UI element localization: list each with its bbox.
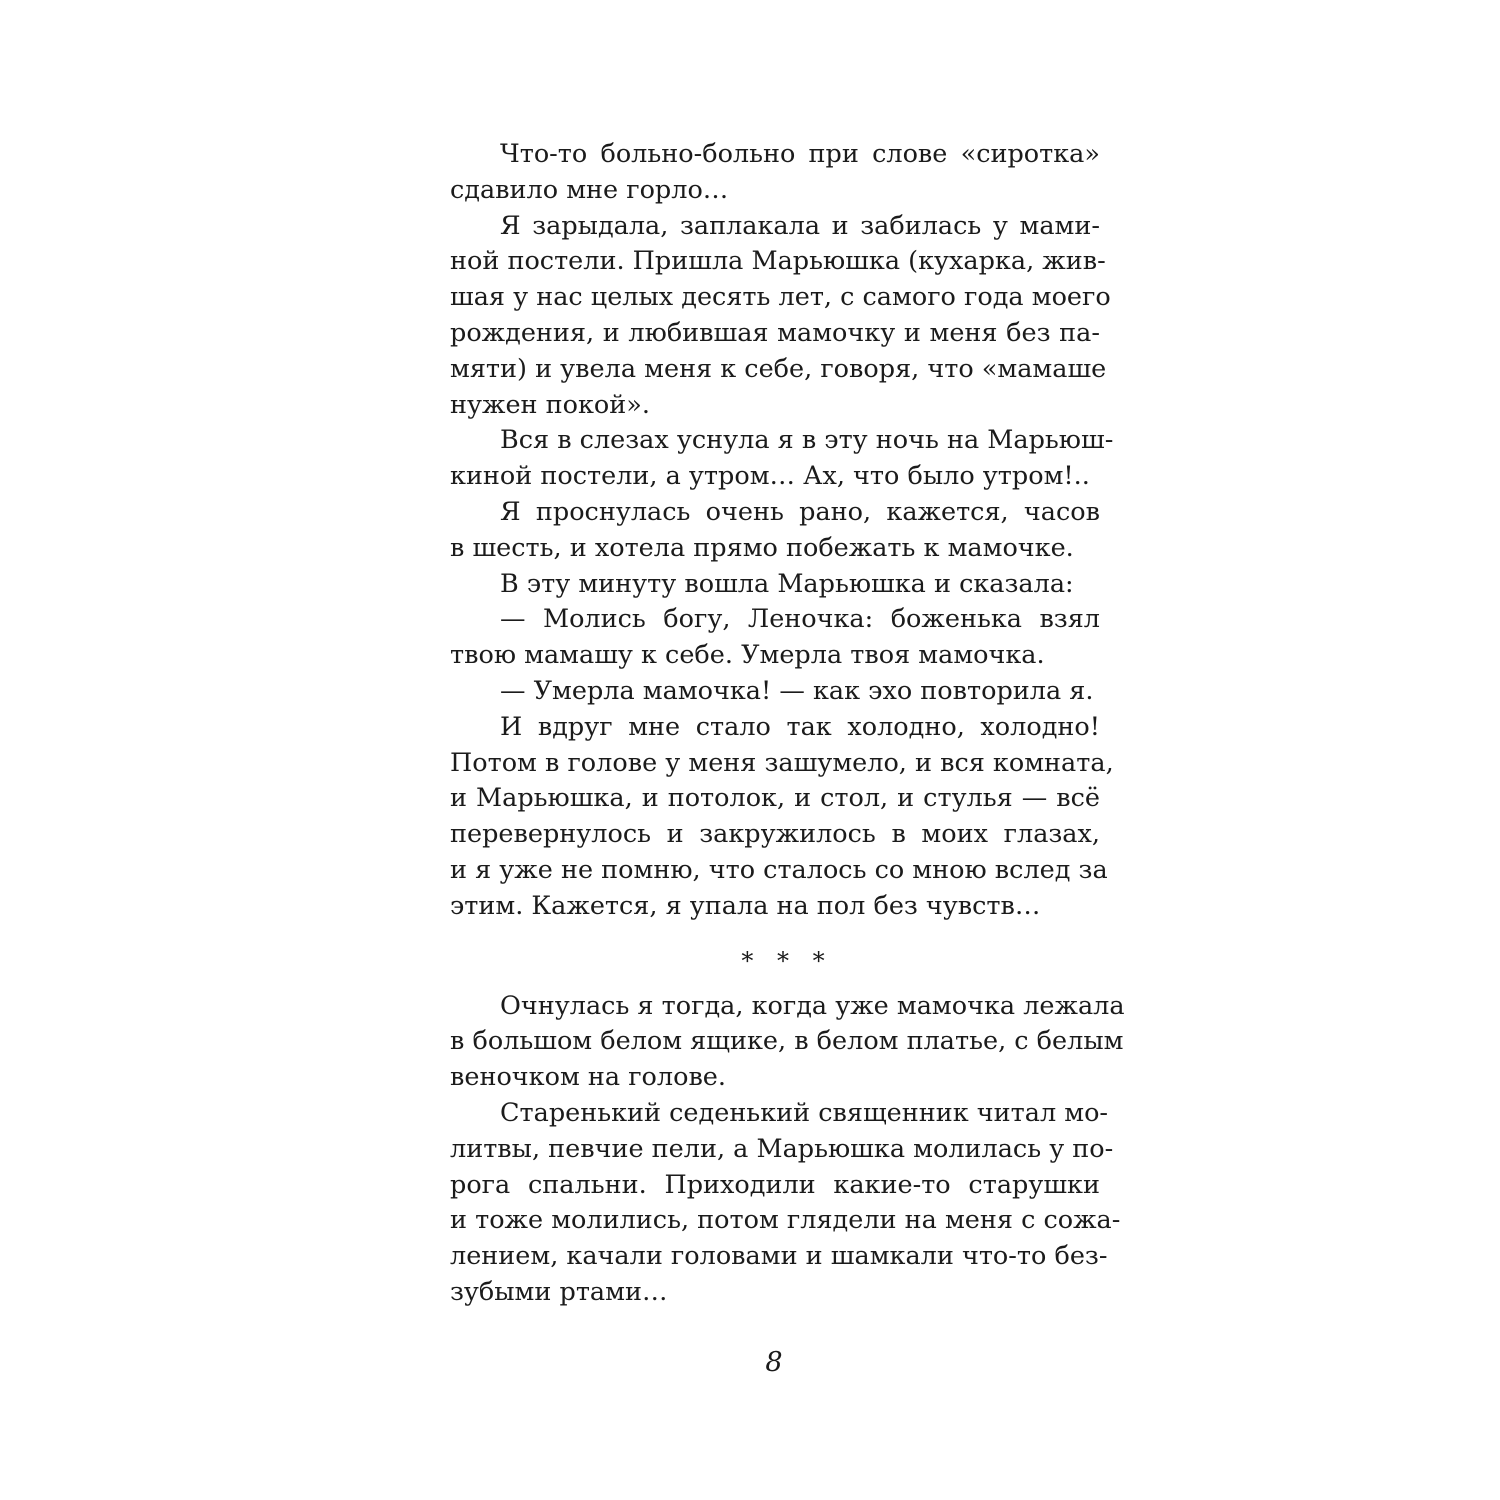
text-line: Вся в слезах уснула я в эту ночь на Марьюш- — [500, 425, 1114, 456]
text-line: шая у нас целых десять лет, с самого года моего — [450, 282, 1111, 313]
section-separator: * * * — [741, 946, 833, 975]
text-line: Я проснулась очень рано, кажется, часов — [500, 496, 1100, 527]
text-line: твою мамашу к себе. Умерла твоя мамочка. — [450, 640, 1045, 671]
text-line: нужен покой». — [450, 389, 650, 420]
text-line: В эту минуту вошла Марьюшка и сказала: — [500, 568, 1074, 599]
text-line: в большом белом ящике, в белом платье, с белым — [450, 1026, 1124, 1057]
text-line: лением, качали головами и шамкали что-то без- — [450, 1241, 1108, 1272]
text-line: мяти) и увела меня к себе, говоря, что «мамаше — [450, 353, 1107, 384]
text-line: ной постели. Пришла Марьюшка (кухарка, жив- — [450, 246, 1106, 277]
text-line: этим. Кажется, я упала на пол без чувств… — [450, 890, 1041, 921]
book-page-text — [450, 137, 1125, 1311]
text-line: зубыми ртами… — [450, 1276, 668, 1307]
text-line: — Умерла мамочка! — как эхо повторила я. — [500, 675, 1094, 706]
page-number: 8 — [765, 1347, 783, 1378]
text-line: и я уже не помню, что сталось со мною вслед за — [450, 854, 1108, 885]
text-line: И вдруг мне стало так холодно, холодно! — [500, 711, 1100, 742]
text-line: Что-то больно-больно при слове «сиротка» — [500, 139, 1100, 169]
text-line: и Марьюшка, и потолок, и стол, и стулья — всё — [450, 783, 1100, 814]
text-line: Старенький седенький священник читал мо- — [500, 1097, 1109, 1128]
text-line: в шесть, и хотела прямо побежать к мамочке. — [450, 532, 1074, 563]
text-line: перевернулось и закружилось в моих глазах, — [450, 819, 1100, 850]
text-line: сдавило мне горло… — [450, 174, 729, 205]
text-line: веночком на голове. — [450, 1062, 727, 1093]
text-line: литвы, певчие пели, а Марьюшка молилась у по- — [450, 1133, 1114, 1164]
text-line: Я зарыдала, заплакала и забилась у мами- — [500, 210, 1100, 241]
text-line: рога спальни. Приходили какие-то старушки — [450, 1169, 1100, 1200]
text-line: киной постели, а утром… Ах, что было утром!.. — [450, 461, 1090, 492]
text-line: Очнулась я тогда, когда уже мамочка лежала — [500, 990, 1125, 1021]
text-line: рождения, и любившая мамочку и меня без па- — [450, 317, 1100, 348]
text-line: и тоже молились, потом глядели на меня с сожа- — [450, 1205, 1121, 1236]
text-line: — Молись богу, Леночка: боженька взял — [500, 604, 1100, 635]
text-line: Потом в голове у меня зашумело, и вся комната, — [450, 747, 1114, 778]
